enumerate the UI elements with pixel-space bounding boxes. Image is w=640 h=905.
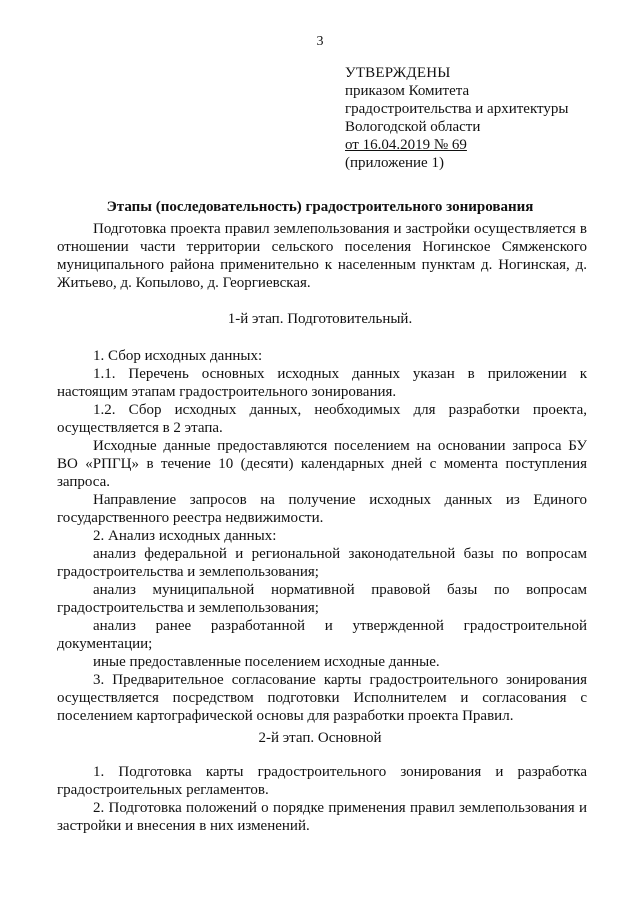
stage1-paragraph: Исходные данные предоставляются поселением на основании запроса БУ ВО «РПГЦ» в течение 10 (десяти) календарных дней с момента поступления запроса. [57, 438, 587, 490]
stage1-heading: 1-й этап. Подготовительный. [227, 311, 413, 327]
stage1-body [57, 347, 587, 725]
stage1-paragraph: иные предоставленные поселением исходные данные. [93, 654, 440, 670]
stage1-paragraph: анализ федеральной и региональной законодательной базы по вопросам градостроительства и землепользования; [57, 546, 587, 580]
stage1-paragraph: Направление запросов на получение исходных данных из Единого государственного реестра недвижимости. [57, 492, 587, 526]
approval-line: приказом Комитета [345, 83, 470, 99]
stage2-body [57, 763, 587, 835]
stage2-paragraph: 1. Подготовка карты градостроительного зонирования и разработка градостроительных регламентов. [57, 764, 587, 798]
document-title: Этапы (последовательность) градостроительного зонирования [106, 199, 534, 215]
page-number: 3 [316, 34, 324, 49]
approval-order-date: от 16.04.2019 № 69 [345, 137, 467, 153]
stage1-paragraph: анализ муниципальной нормативной правовой базы по вопросам градостроительства и землепользования; [57, 582, 587, 616]
stage1-paragraph: 2. Анализ исходных данных: [93, 528, 277, 544]
approval-title: УТВЕРЖДЕНЫ [345, 65, 451, 81]
intro-text: Подготовка проекта правил землепользования и застройки осуществляется в отношении части территории сельского поселения Ногинское Сямженского муниципального района применительно к населенным пунктам д. Ногинская, д. Житьево, д. Копылово, д. Георгиевская. [57, 221, 587, 291]
approval-block [345, 64, 568, 172]
stage1-paragraph: 1.2. Сбор исходных данных, необходимых для разработки проекта, осуществляется в 2 этапа. [57, 402, 587, 436]
approval-line: Вологодской области [345, 119, 481, 135]
stage1-paragraph: 3. Предварительное согласование карты градостроительного зонирования осуществляется посредством подготовки Исполнителем и согласования с поселением картографической основы для разработки проекта Правил. [57, 672, 587, 724]
intro-paragraph [57, 220, 587, 292]
stage1-paragraph: 1. Сбор исходных данных: [93, 348, 263, 364]
stage1-paragraph: 1.1. Перечень основных исходных данных указан в приложении к настоящим этапам градостроительного зонирования. [57, 366, 587, 400]
stage1-paragraph: анализ ранее разработанной и утвержденной градостроительной документации; [57, 618, 587, 652]
stage2-paragraph: 2. Подготовка положений о порядке применения правил землепользования и застройки и внесения в них изменений. [57, 800, 587, 834]
approval-appendix-note: (приложение 1) [345, 155, 444, 171]
stage2-heading: 2-й этап. Основной [258, 730, 382, 746]
approval-line: градостроительства и архитектуры [345, 101, 569, 117]
